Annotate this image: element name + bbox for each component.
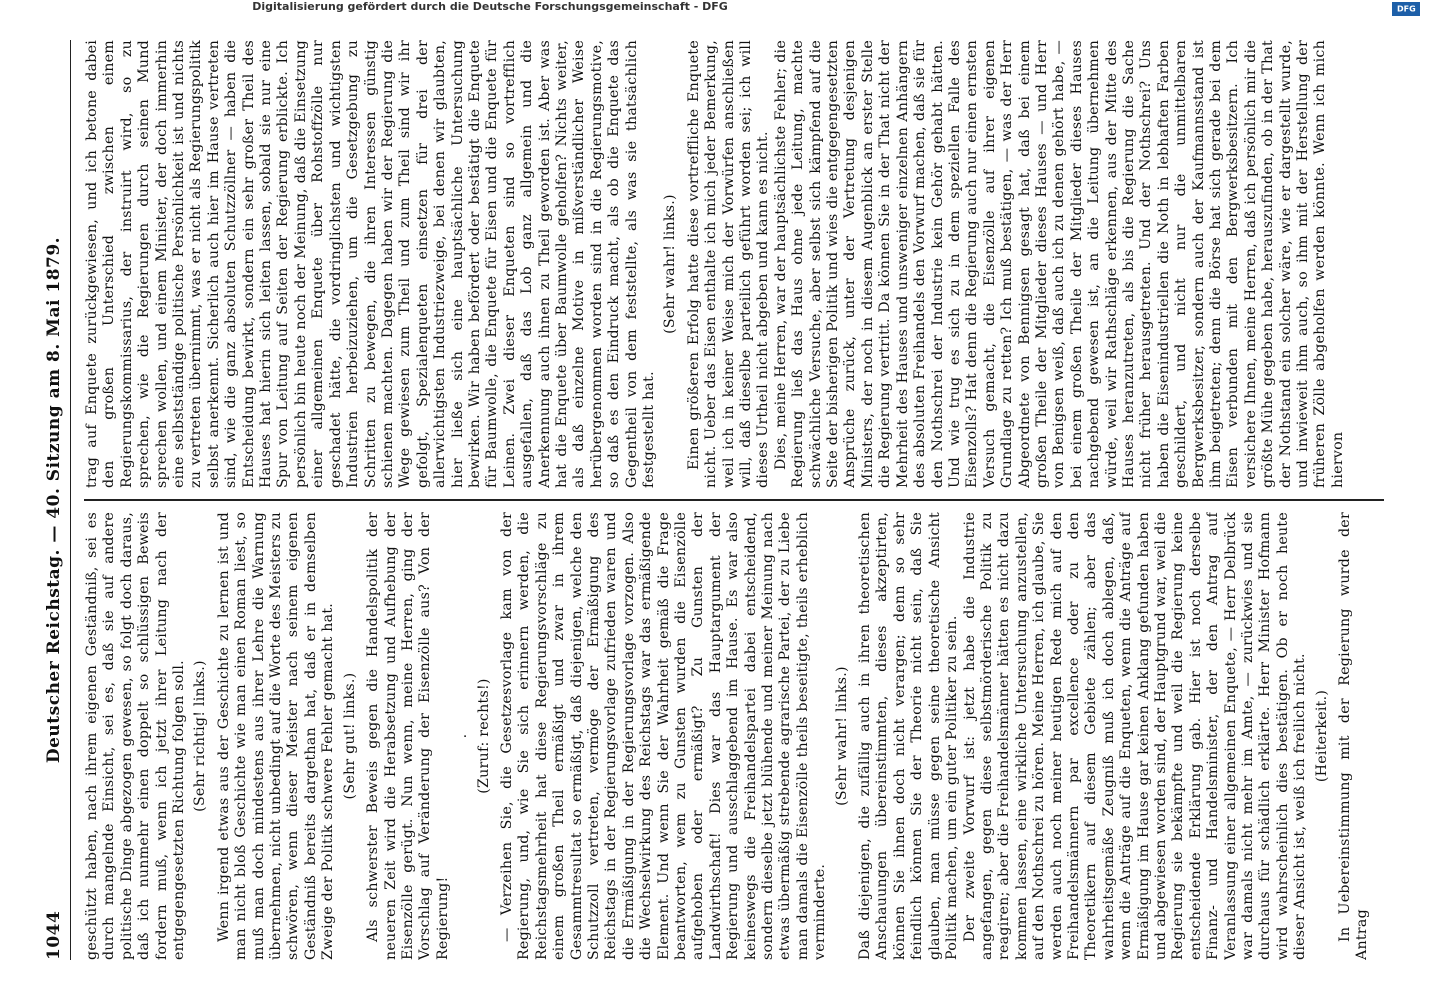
paragraph: In Uebereinstimmung mit der Regierung wurde der Antrag [1337,512,1371,960]
paragraph: geschützt haben, nach ihrem eigenen Geständniß, sei es durch mangelnde Einsicht, sei es, daß sie auf andere politische Dinge abgezogen gewesen, so folgt doch daraus, daß ich nunmehr einen doppelt so schlüssigen Beweis fordern muß, wenn ich jetzt ihrer Leitung nach der entgegengesetzten Richtung folgen soll. [84,512,188,960]
paragraph: Dies, meine Herren, war der hauptsächlichste Fehler; die Regierung ließ das Haus ohne jede Leitung, machte schwächliche Versuche, aber selbst sich kämpfend auf die Seite der bisherigen Politik und wies die entgegengesetzten Ansprüche zurück, unter der Vertretung desjenigen Ministers, der noch in diesem Augenblick an erster Stelle die Regierung vertritt. Da können Sie in der That nicht der Mehrheit des Hauses und unsweniger einzelnen Anhängern des absoluten Freihandels den Vorwurf machen, daß sie für den Nothschrei der Industrie kein Gehör gehabt hätten. Und wie trug es sich zu in dem speziellen Falle des Eisenzolls? Hat denn die Regierung auch nur einen ernsten Versuch gemacht, die Eisenzölle auf ihrer eigenen Grundlage zu retten? Ich muß bestätigen, — was der Herr Abgeordnete von Bennigsen gesagt hat, daß bei einem großen Theile der Mitglieder dieses Hauses — und Herr von Benigsen weiß, daß auch ich zu denen gehört habe, — bei einem großen Theile der Mitglieder dieses Hauses nachgebend gewesen ist, an die Leitung übernehmen würde, weil wir Rathschläge erkennen, aus der Mitte des Hauses heranzutreten, als bis die Regierung die Sache nicht früher herausgetreten. Und der Nothschrei? Uns haben die Eisenindustriellen die Noth in lebhaften Farben geschildert, und nicht nur die unmittelbaren Bergwerksbesitzer, sondern auch der Kaufmannsstand ist ihm beigetreten; denn die Börse hat sich gerade bei dem Eisen verbunden mit den Bergwerksbesitzern. Ich versichere Ihnen, meine Herren, daß ich persönlich mir die größte Mühe gegeben habe, herauszufinden, ob in der That der Nothstand ein solcher wäre, wie er dargestellt wurde, und inwieweit ihm auch, so ihm mit der Herstellung der früheren Zölle abgeholfen werden könnte. Wenn ich mich hiervon [772,40,1346,488]
digitization-credit [40,0,940,20]
paragraph: Wenn irgend etwas aus der Geschichte zu lernen ist und man nicht bloß Geschichte wie man einen Roman liest, so muß man doch mindestens aus ihrer Lehre die Warnung übernehmen, nicht unbedingt auf die Worte des Meisters zu schwören, wenn dieser Meister nach seinem eigenen Geständniß bereits dargethan hat, daß er in demselben Zweige der Politik schwere Fehler gemacht hat. [215,512,337,960]
interjection: (Zuruf: rechts!) [475,678,492,794]
interjection: (Sehr richtig! links.) [192,660,209,812]
paragraph: trag auf Enquete zurückgewiesen, und ich betone dabei den großen Unterschied zwischen einem Regierungskommissarius, der instruirt wird, so zu sprechen, wie die Regierungen durch seinen Mund sprechen wollen, und einem Minister, der doch immerhin eine selbstständige politische Persönlichkeit ist und nichts zu vertreten übernimmt, was er nicht als Regierungspolitik selbst anerkennt. Sicherlich auch hier im Hause vertreten sind, wie die ganz absoluten Schutzzöllner — haben die Entscheidung bewirkt, sondern ein sehr großer Theil des Hauses hat hierin sich leiten lassen, sobald sie nur eine Spur von Leitung auf Seiten der Regierung erblickte. Ich persönlich bin heute noch der Meinung, daß die Einsetzung einer allgemeinen Enquete über Rohstoffzölle nur geschadet hätte, die vordringlichsten und wichtigsten Industrien herbeizuziehen, um die Gesetzgebung zu Schritten zu bewegen, die ihren Interessen günstig schienen machten. Dagegen haben wir der Regierung die Wege gewiesen zum Theil und zum Theil sind wir ihr gefolgt, Spezialenqueten einsetzen für drei der allerwichtigsten Industriezweige, bei denen wir glaubten, hier ließe sich eine hauptsächliche Untersuchung bewirken. Wir haben befördert oder bestätigt die Enquete für Baumwolle, die Enquete für Eisen und die Enquete für Leinen. Zwei dieser Enqueten sind so vortrefflich ausgefallen, daß das Lob ganz allgemein und die Anerkennung auch ihnen zu Theil geworden ist. Aber was hat die Enquete über Baumwolle geholfen? Nichts weiter, als daß einzelne Motive in mißverständlicher Weise herübergenommen worden sind in die Regierungsmotive, so daß es den Eindruck macht, als ob die Enquete das Gegentheil von dem feststellte, als was sie thatsächlich festgestellt hat. [84,40,657,488]
paragraph: Daß diejenigen, die zufällig auch in ihren theoretischen Anschauungen übereinstimmten, dieses akzeptirten, können Sie ihnen doch nicht verargen; denn so sehr feindlich können Sie der Theorie nicht sein, daß Sie glauben, man müsse gegen seine theoretische Ansicht Politik machen, um ein guter Politiker zu sein. [857,512,961,960]
page-number: 1044 [44,910,64,960]
right-text-column [84,40,1384,488]
interjection: (Sehr gut! links.) [341,672,358,800]
separator-dot: . [454,733,471,739]
paragraph: Als schwerster Beweis gegen die Handelspolitik der neueren Zeit wird die Herabsetzung und Aufhebung der Eisenzölle gerügt. Nun wenn, meine Herren, ging der Vorschlag auf Veränderung der Eisenzölle aus? Von der Regierung! [365,512,451,960]
interjection: (Sehr wahr! links.) [833,666,850,806]
paragraph: Einen größeren Erfolg hatte diese vortreffliche Enquete nicht. Ueber das Eisen enthalte ich mich jeder Bemerkung, weil ich in keiner Weise mich der Vorwürfen anschließen will, daß dieselbe parteilich geführt worden sei; ich will dieses Urtheil nicht abgeben und kann es nicht. [685,40,772,488]
left-text-column [84,512,1384,960]
running-header [40,40,71,960]
page-title: Deutscher Reichstag. — 40. Sitzung am 8. Mai 1879. [44,236,64,764]
interjection: (Heiterkeit.) [1313,689,1330,783]
paragraph: Der zweite Vorwurf ist: jetzt habe die Industrie angefangen, gegen diese selbstmörderische Politik zu reagiren; aber die Freihandelsmänner hätten es nicht dazu kommen lassen, eine wirkliche Untersuchung anzustellen, auf den Nothschrei zu hören. Meine Herren, ich glaube, Sie werden auch noch meiner heutigen Rede mich auf den Freihandelsmännern par excellence oder zu den Theoretikern auf diesem Gebiete zählen; aber das wahrheitsgemäße Zeugniß muß ich doch ablegen, daß, wenn die Anträge auf die Enqueten, wenn die Anträge auf Ermäßigung im Hause gar keinen Anklang gefunden haben und abgewiesen worden sind, der Hauptgrund war, weil die Regierung sie bekämpfte und weil die Regierung keine entscheidende Erklärung gab. Hier ist noch derselbe Finanz- und Handelsminister, der den Antrag auf Veranlassung einer allgemeinen Enquete, — Herr Delbrück war damals nicht mehr im Amte, — zurückwies und sie durchaus für schädlich erklärte. Herr Minister Hofmann wird wahrscheinlich dies bestätigen. Ob er noch heute dieser Ansicht ist, weiß ich freilich nicht. [961,512,1309,960]
paragraph: — Verzeihen Sie, die Gesetzesvorlage kam von der Regierung, und, wie Sie sich erinnern werden, die Reichstagsmehrheit hat diese Regierungsvorschläge zu einem großen Theil ermäßigt und zwar in ihrem Gesammtresultat so ermäßigt, daß diejenigen, welche den Schutzzoll vertreten, vermöge der Ermäßigung des Reichstags in der Regierungsvorlage zufrieden waren und die Ermäßigung in der Regierungsvorlage vorzogen. Also die Wechselwirkung des Reichstags war das ermäßigende Element. Und wenn Sie der Wahrheit gemäß die Frage beantworten, wem zu Gunsten wurden die Eisenzölle aufgehoben oder ermäßigt? Zu Gunsten der Landwirthschaft! Dies war das Hauptargument der Regierung und ausschlaggebend im Hause. Es war also keineswegs die Freihandelspartei dabei entscheidend, sondern dieselbe jetzt blühende und meiner Meinung nach etwas übermäßig strebende agrarische Partei, der zu Liebe man damals die Eisenzölle theils beseitigte, theils erheblich verminderte. [498,512,829,960]
column-divider [84,500,1384,502]
dfg-logo: DFG [1392,2,1420,16]
credit-text: Digitalisierung gefördert durch die Deutsche Forschungsgemeinschaft - DFG [252,0,728,13]
interjection: (Sehr wahr! links.) [662,194,679,334]
